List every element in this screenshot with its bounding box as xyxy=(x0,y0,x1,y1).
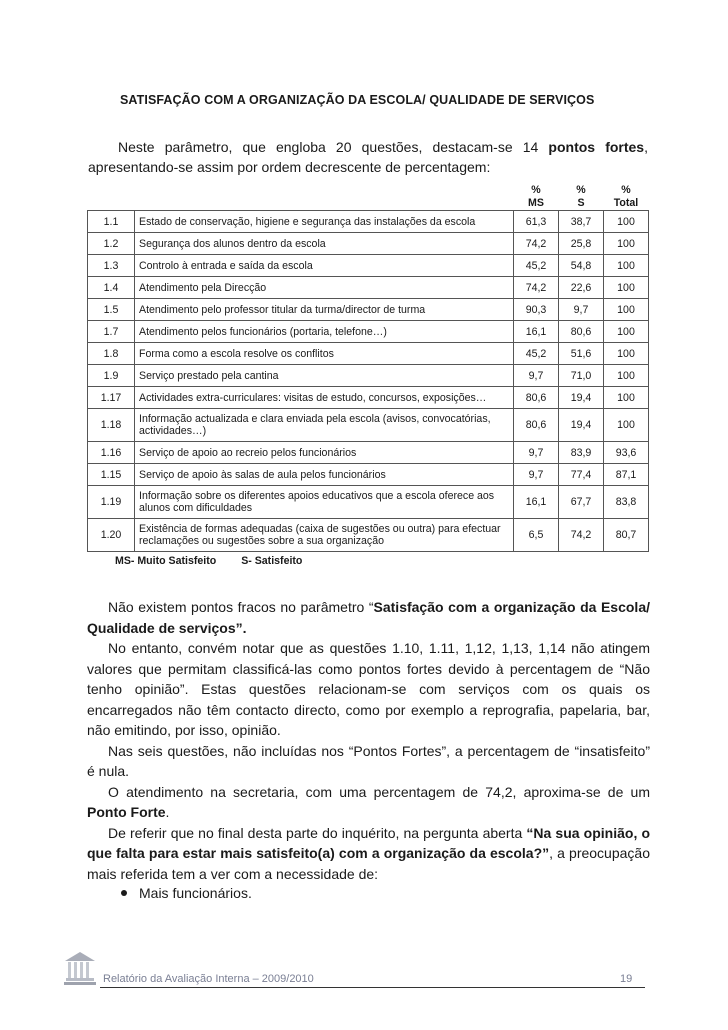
row-code: 1.2 xyxy=(88,233,135,255)
row-total-value: 100 xyxy=(604,365,649,387)
row-total-value: 80,7 xyxy=(604,519,649,552)
row-description: Atendimento pela Direcção xyxy=(135,277,514,299)
intro-paragraph xyxy=(88,137,648,177)
row-s-value: 54,8 xyxy=(559,255,604,277)
row-total-value: 93,6 xyxy=(604,442,649,464)
row-description: Serviço de apoio ao recreio pelos funcionários xyxy=(135,442,514,464)
paragraph-5-end: , a preocupação mais referida tem a ver com a necessidade de: xyxy=(87,845,650,882)
row-total-value: 87,1 xyxy=(604,464,649,486)
row-s-value: 19,4 xyxy=(559,409,604,442)
paragraph-4-bold: Ponto Forte xyxy=(87,804,166,820)
row-total-value: 100 xyxy=(604,343,649,365)
paragraph-3: Nas seis questões, não incluídas nos “Pontos Fortes”, a percentagem de “insatisfeito” é nula. xyxy=(87,742,650,779)
row-total-value: 100 xyxy=(604,299,649,321)
header-total-percent: % xyxy=(621,184,631,196)
row-description: Informação sobre os diferentes apoios educativos que a escola oferece aos alunos com dificuldades xyxy=(135,486,514,519)
table-header-row xyxy=(88,184,649,211)
header-ms-label: MS xyxy=(528,197,544,209)
row-s-value: 83,9 xyxy=(559,442,604,464)
row-s-value: 77,4 xyxy=(559,464,604,486)
row-ms-value: 45,2 xyxy=(514,255,559,277)
row-total-value: 100 xyxy=(604,387,649,409)
row-description: Estado de conservação, higiene e segurança das instalações da escola xyxy=(135,211,514,233)
row-ms-value: 16,1 xyxy=(514,321,559,343)
row-total-value: 100 xyxy=(604,233,649,255)
row-total-value: 100 xyxy=(604,255,649,277)
row-description: Informação actualizada e clara enviada pela escola (avisos, convocatórias, actividades…) xyxy=(135,409,514,442)
table-row xyxy=(88,299,649,321)
row-total-value: 100 xyxy=(604,277,649,299)
paragraph-2: No entanto, convém notar que as questões 1.10, 1.11, 1,12, 1,13, 1,14 não atingem valores que permitam classificá-las como pontos fortes devido à percentagem de “Não tenho opinião”. Estas questões relacionam-se com serviços com os quais os encarregados não têm contacto directo, como por exemplo a reprografia, papelaria, bar, não emitindo, por isso, opinião. xyxy=(87,640,650,738)
table-row xyxy=(88,519,649,552)
row-code: 1.1 xyxy=(88,211,135,233)
row-description: Serviço prestado pela cantina xyxy=(135,365,514,387)
header-total xyxy=(604,184,649,211)
table-row xyxy=(88,211,649,233)
intro-text: Neste parâmetro, que engloba 20 questões, destacam-se 14 xyxy=(118,139,549,155)
row-description: Forma como a escola resolve os conflitos xyxy=(135,343,514,365)
row-description: Atendimento pelos funcionários (portaria, telefone…) xyxy=(135,321,514,343)
row-code: 1.20 xyxy=(88,519,135,552)
table-row xyxy=(88,365,649,387)
paragraph-5-text: De referir que no final desta parte do inquérito, na pergunta aberta xyxy=(108,824,527,841)
footer-title: Relatório da Avaliação Interna – 2009/2010 xyxy=(103,973,314,985)
row-s-value: 80,6 xyxy=(559,321,604,343)
intro-line-1 xyxy=(88,137,648,157)
paragraph-5-bold: “Na sua opinião, o que falta para estar mais satisfeito(a) com a organização da escola?” xyxy=(87,824,651,861)
table-row xyxy=(88,233,649,255)
table-row xyxy=(88,255,649,277)
table-legend xyxy=(115,555,324,567)
row-ms-value: 80,6 xyxy=(514,387,559,409)
row-ms-value: 9,7 xyxy=(514,365,559,387)
table-row xyxy=(88,486,649,519)
bullet-item xyxy=(121,885,252,901)
row-total-value: 100 xyxy=(604,211,649,233)
row-s-value: 51,6 xyxy=(559,343,604,365)
row-ms-value: 45,2 xyxy=(514,343,559,365)
row-ms-value: 74,2 xyxy=(514,277,559,299)
page-number: 19 xyxy=(620,973,633,985)
row-s-value: 9,7 xyxy=(559,299,604,321)
row-description: Existência de formas adequadas (caixa de sugestões ou outra) para efectuar reclamações ou sugestões sobre a sua organização xyxy=(135,519,514,552)
row-ms-value: 16,1 xyxy=(514,486,559,519)
satisfaction-table xyxy=(87,184,649,552)
row-s-value: 19,4 xyxy=(559,387,604,409)
table-row xyxy=(88,343,649,365)
table-row xyxy=(88,464,649,486)
intro-line-2: apresentando-se assim por ordem decrescente de percentagem: xyxy=(88,159,491,175)
row-ms-value: 9,7 xyxy=(514,464,559,486)
header-s xyxy=(559,184,604,211)
paragraph-1-bold: Satisfação com a organização da Escola/ Qualidade de serviços”. xyxy=(87,599,650,636)
row-code: 1.3 xyxy=(88,255,135,277)
header-s-label: S xyxy=(577,197,585,209)
table-row xyxy=(88,442,649,464)
header-spacer xyxy=(135,184,514,211)
legend-s: S- Satisfeito xyxy=(241,555,303,567)
row-total-value: 100 xyxy=(604,321,649,343)
row-description: Controlo à entrada e saída da escola xyxy=(135,255,514,277)
row-code: 1.19 xyxy=(88,486,135,519)
header-spacer xyxy=(88,184,135,211)
row-code: 1.16 xyxy=(88,442,135,464)
row-code: 1.17 xyxy=(88,387,135,409)
table-row xyxy=(88,277,649,299)
paragraph-4-text: O atendimento na secretaria, com uma percentagem de 74,2, aproxima-se de um xyxy=(108,783,650,800)
paragraph-1-text: Não existem pontos fracos no parâmetro “ xyxy=(108,599,374,615)
bullet-text: Mais funcionários. xyxy=(139,885,252,901)
school-logo-icon xyxy=(62,948,98,988)
row-total-value: 83,8 xyxy=(604,486,649,519)
row-code: 1.8 xyxy=(88,343,135,365)
table-row xyxy=(88,321,649,343)
row-s-value: 67,7 xyxy=(559,486,604,519)
paragraph-4 xyxy=(87,782,650,823)
row-ms-value: 74,2 xyxy=(514,233,559,255)
row-code: 1.9 xyxy=(88,365,135,387)
row-ms-value: 80,6 xyxy=(514,409,559,442)
bullet-dot-icon xyxy=(121,890,127,896)
row-code: 1.5 xyxy=(88,299,135,321)
row-s-value: 74,2 xyxy=(559,519,604,552)
paragraph-5 xyxy=(87,823,650,885)
intro-bold: pontos fortes xyxy=(548,139,645,155)
header-ms-percent: % xyxy=(531,184,541,196)
legend-ms: MS- Muito Satisfeito xyxy=(115,555,217,567)
row-ms-value: 61,3 xyxy=(514,211,559,233)
row-s-value: 25,8 xyxy=(559,233,604,255)
row-ms-value: 9,7 xyxy=(514,442,559,464)
row-code: 1.7 xyxy=(88,321,135,343)
paragraph-1 xyxy=(87,597,650,638)
footer-rule xyxy=(100,987,645,988)
row-description: Serviço de apoio às salas de aula pelos funcionários xyxy=(135,464,514,486)
row-total-value: 100 xyxy=(604,409,649,442)
row-code: 1.18 xyxy=(88,409,135,442)
row-code: 1.15 xyxy=(88,464,135,486)
paragraph-4-end: . xyxy=(165,804,170,820)
table-row xyxy=(88,387,649,409)
body-text xyxy=(87,597,650,884)
row-description: Segurança dos alunos dentro da escola xyxy=(135,233,514,255)
row-description: Actividades extra-curriculares: visitas de estudo, concursos, exposições… xyxy=(135,387,514,409)
intro-comma: , xyxy=(644,139,648,155)
row-s-value: 38,7 xyxy=(559,211,604,233)
header-total-label: Total xyxy=(613,197,639,209)
row-s-value: 71,0 xyxy=(559,365,604,387)
table-row xyxy=(88,409,649,442)
row-description: Atendimento pelo professor titular da turma/director de turma xyxy=(135,299,514,321)
header-ms xyxy=(514,184,559,211)
row-code: 1.4 xyxy=(88,277,135,299)
page-title: SATISFAÇÃO COM A ORGANIZAÇÃO DA ESCOLA/ QUALIDADE DE SERVIÇOS xyxy=(120,93,595,107)
row-ms-value: 6,5 xyxy=(514,519,559,552)
row-s-value: 22,6 xyxy=(559,277,604,299)
row-ms-value: 90,3 xyxy=(514,299,559,321)
header-s-percent: % xyxy=(576,184,586,196)
